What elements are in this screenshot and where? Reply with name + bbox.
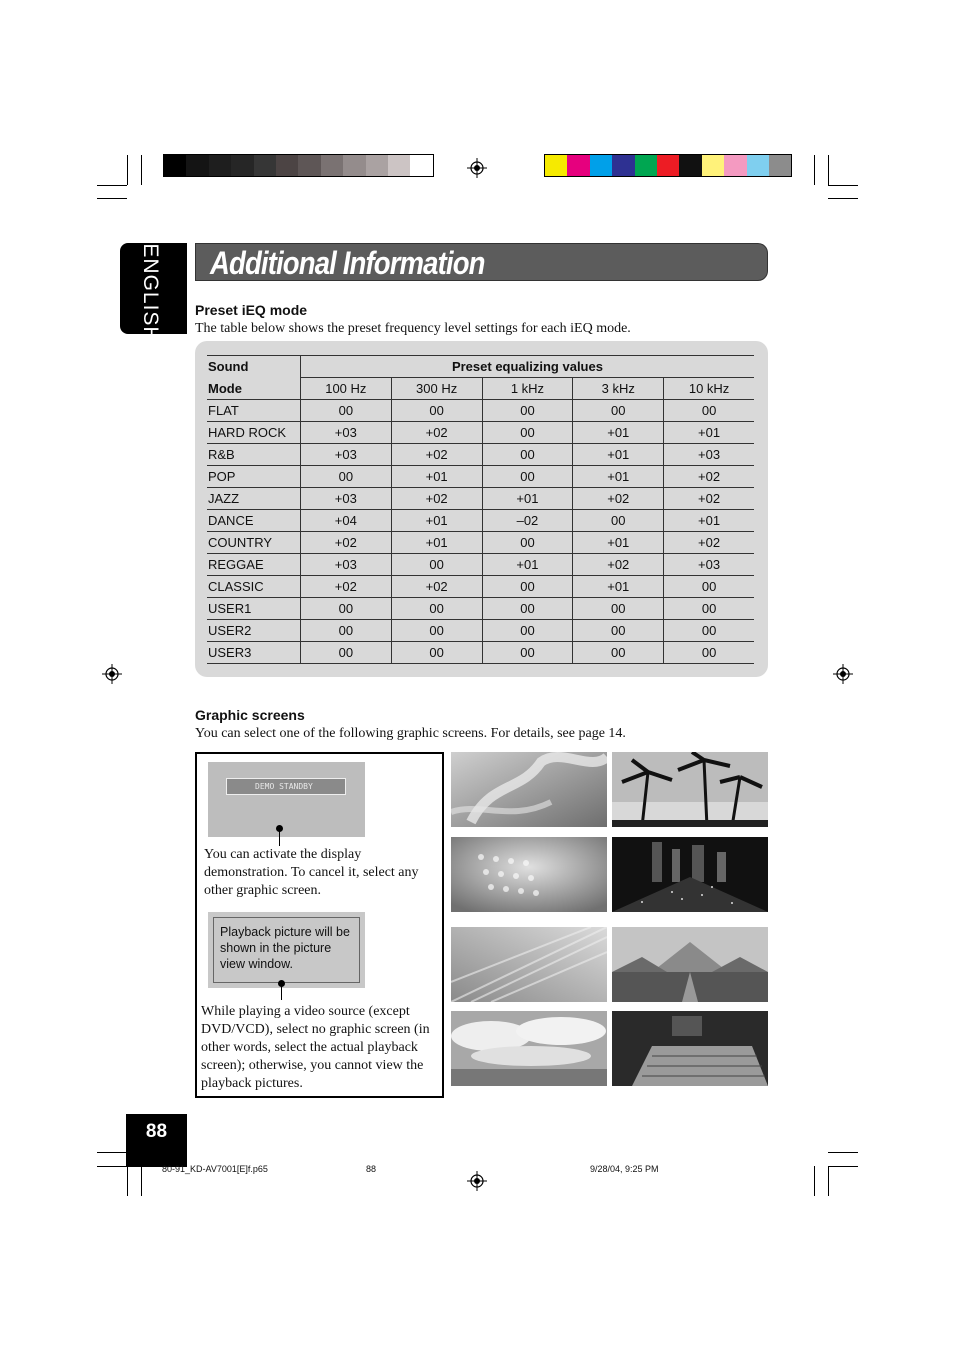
value-cell: 00 bbox=[482, 642, 573, 664]
value-cell: +01 bbox=[482, 554, 573, 576]
value-cell: +01 bbox=[573, 532, 664, 554]
value-cell: 00 bbox=[300, 400, 391, 422]
table-row bbox=[207, 642, 754, 664]
mode-cell: USER1 bbox=[207, 598, 300, 620]
crop-mark bbox=[141, 1166, 142, 1196]
color-swatch bbox=[298, 155, 320, 176]
value-cell: +03 bbox=[664, 554, 754, 576]
value-cell: 00 bbox=[482, 444, 573, 466]
table-row bbox=[207, 510, 754, 532]
graphic-screen-rays bbox=[451, 927, 607, 1002]
crop-mark bbox=[828, 185, 858, 186]
value-cell: +01 bbox=[573, 576, 664, 598]
pointer-line bbox=[279, 830, 280, 846]
column-header-group: Preset equalizing values bbox=[300, 356, 754, 378]
graphic-screen-light-grid bbox=[451, 837, 607, 912]
value-cell: +02 bbox=[391, 422, 482, 444]
process-color-bar bbox=[544, 154, 792, 177]
playback-window-text: Playback picture will be shown in the picture view window. bbox=[213, 917, 360, 983]
color-swatch bbox=[545, 155, 567, 176]
color-swatch bbox=[343, 155, 365, 176]
mode-cell: JAZZ bbox=[207, 488, 300, 510]
title-bar bbox=[195, 243, 768, 281]
language-tab-label: ENGLISH bbox=[139, 243, 162, 343]
crop-mark bbox=[97, 185, 127, 186]
value-cell: +02 bbox=[573, 554, 664, 576]
mode-cell: REGGAE bbox=[207, 554, 300, 576]
footer-file-name: 80-91_KD-AV7001[E]f.p65 bbox=[162, 1164, 268, 1174]
value-cell: 00 bbox=[391, 598, 482, 620]
value-cell: +03 bbox=[300, 554, 391, 576]
color-swatch bbox=[747, 155, 769, 176]
crop-mark bbox=[97, 198, 127, 199]
color-swatch bbox=[186, 155, 208, 176]
color-swatch bbox=[254, 155, 276, 176]
value-cell: +01 bbox=[391, 510, 482, 532]
value-cell: 00 bbox=[664, 598, 754, 620]
crop-mark bbox=[814, 155, 815, 185]
color-swatch bbox=[567, 155, 589, 176]
value-cell: +02 bbox=[573, 488, 664, 510]
registration-mark-icon bbox=[467, 1171, 487, 1191]
value-cell: +02 bbox=[300, 576, 391, 598]
footer-timestamp: 9/28/04, 9:25 PM bbox=[590, 1164, 659, 1174]
freq-header: 10 kHz bbox=[664, 378, 754, 400]
value-cell: 00 bbox=[573, 620, 664, 642]
value-cell: 00 bbox=[300, 466, 391, 488]
graphic-screen-mountain-road bbox=[612, 927, 768, 1002]
crop-mark bbox=[97, 1152, 127, 1153]
value-cell: +03 bbox=[664, 444, 754, 466]
value-cell: +01 bbox=[391, 532, 482, 554]
mode-cell: FLAT bbox=[207, 400, 300, 422]
preset-heading: Preset iEQ mode bbox=[195, 302, 308, 318]
language-tab bbox=[120, 243, 187, 343]
mode-cell: CLASSIC bbox=[207, 576, 300, 598]
value-cell: +02 bbox=[391, 444, 482, 466]
value-cell: +03 bbox=[300, 422, 391, 444]
graphic-heading: Graphic screens bbox=[195, 707, 305, 723]
value-cell: 00 bbox=[482, 532, 573, 554]
freq-header: 100 Hz bbox=[300, 378, 391, 400]
crop-mark bbox=[127, 1166, 128, 1196]
value-cell: 00 bbox=[391, 400, 482, 422]
value-cell: +01 bbox=[664, 510, 754, 532]
color-swatch bbox=[679, 155, 701, 176]
demo-screen-preview bbox=[208, 762, 365, 837]
value-cell: +01 bbox=[573, 422, 664, 444]
value-cell: 00 bbox=[391, 554, 482, 576]
graphic-screen-city-night bbox=[612, 837, 768, 912]
table-row bbox=[207, 620, 754, 642]
crop-mark bbox=[828, 198, 858, 199]
table-row bbox=[207, 466, 754, 488]
table-row bbox=[207, 532, 754, 554]
color-swatch bbox=[590, 155, 612, 176]
value-cell: 00 bbox=[573, 510, 664, 532]
pointer-line bbox=[281, 984, 282, 1000]
freq-header: 1 kHz bbox=[482, 378, 573, 400]
value-cell: +01 bbox=[391, 466, 482, 488]
grayscale-color-bar bbox=[163, 154, 434, 177]
graphic-screen-palm-trees bbox=[612, 752, 768, 827]
table-row bbox=[207, 488, 754, 510]
crop-mark bbox=[828, 1152, 858, 1153]
crop-mark bbox=[828, 1166, 858, 1167]
value-cell: 00 bbox=[664, 400, 754, 422]
graphic-screen-clouds bbox=[451, 1011, 607, 1086]
value-cell: 00 bbox=[664, 642, 754, 664]
mode-cell: USER2 bbox=[207, 620, 300, 642]
color-swatch bbox=[657, 155, 679, 176]
table-header-row bbox=[207, 378, 754, 400]
color-swatch bbox=[209, 155, 231, 176]
table-row bbox=[207, 444, 754, 466]
value-cell: 00 bbox=[391, 620, 482, 642]
value-cell: 00 bbox=[482, 620, 573, 642]
value-cell: +01 bbox=[664, 422, 754, 444]
color-swatch bbox=[769, 155, 791, 176]
crop-mark bbox=[814, 1166, 815, 1196]
color-swatch bbox=[164, 155, 186, 176]
table-row bbox=[207, 598, 754, 620]
preset-intro: The table below shows the preset frequency level settings for each iEQ mode. bbox=[195, 321, 631, 336]
value-cell: +02 bbox=[664, 488, 754, 510]
registration-mark-icon bbox=[467, 158, 487, 178]
color-swatch bbox=[276, 155, 298, 176]
mode-cell: COUNTRY bbox=[207, 532, 300, 554]
crop-mark bbox=[828, 155, 829, 185]
freq-header: 3 kHz bbox=[573, 378, 664, 400]
playback-window bbox=[208, 912, 365, 988]
value-cell: 00 bbox=[482, 598, 573, 620]
graphic-screen-smoke bbox=[451, 752, 607, 827]
color-swatch bbox=[635, 155, 657, 176]
value-cell: 00 bbox=[482, 400, 573, 422]
color-swatch bbox=[724, 155, 746, 176]
value-cell: 00 bbox=[573, 400, 664, 422]
table-header-row bbox=[207, 356, 754, 378]
color-swatch bbox=[410, 155, 432, 176]
value-cell: +03 bbox=[300, 444, 391, 466]
value-cell: +03 bbox=[300, 488, 391, 510]
crop-mark bbox=[97, 1166, 127, 1167]
crop-mark bbox=[127, 155, 128, 185]
color-swatch bbox=[702, 155, 724, 176]
mode-cell: HARD ROCK bbox=[207, 422, 300, 444]
value-cell: 00 bbox=[573, 598, 664, 620]
value-cell: 00 bbox=[300, 598, 391, 620]
color-swatch bbox=[366, 155, 388, 176]
eq-table-panel bbox=[195, 341, 768, 677]
freq-header: 300 Hz bbox=[391, 378, 482, 400]
value-cell: +02 bbox=[391, 576, 482, 598]
graphic-screen-studio-console bbox=[612, 1011, 768, 1086]
eq-table bbox=[207, 355, 754, 664]
graphic-intro: You can select one of the following graphic screens. For details, see page 14. bbox=[195, 726, 626, 741]
mode-cell: POP bbox=[207, 466, 300, 488]
value-cell: 00 bbox=[300, 620, 391, 642]
value-cell: +01 bbox=[573, 444, 664, 466]
value-cell: 00 bbox=[573, 642, 664, 664]
crop-mark bbox=[141, 155, 142, 185]
footer-file-page: 88 bbox=[366, 1164, 377, 1174]
value-cell: 00 bbox=[482, 422, 573, 444]
registration-mark-icon bbox=[833, 664, 853, 684]
playback-caption: While playing a video source (except DVD/VCD), select no graphic screen (in other words, select the actual playback screen); otherwise, you cannot view the playback pictures. bbox=[201, 1004, 430, 1091]
table-row bbox=[207, 400, 754, 422]
value-cell: –02 bbox=[482, 510, 573, 532]
color-swatch bbox=[612, 155, 634, 176]
value-cell: +02 bbox=[664, 532, 754, 554]
value-cell: 00 bbox=[664, 576, 754, 598]
demo-caption: You can activate the display demonstration. To cancel it, select any other graphic screen. bbox=[204, 847, 419, 898]
value-cell: +02 bbox=[391, 488, 482, 510]
table-row bbox=[207, 576, 754, 598]
value-cell: 00 bbox=[664, 620, 754, 642]
column-header-sound: Sound bbox=[207, 356, 300, 378]
color-swatch bbox=[321, 155, 343, 176]
table-row bbox=[207, 554, 754, 576]
value-cell: 00 bbox=[482, 466, 573, 488]
column-header-mode: Mode bbox=[207, 378, 300, 400]
mode-cell: USER3 bbox=[207, 642, 300, 664]
crop-mark bbox=[828, 1166, 829, 1196]
table-row bbox=[207, 422, 754, 444]
value-cell: +01 bbox=[573, 466, 664, 488]
value-cell: 00 bbox=[482, 576, 573, 598]
mode-cell: R&B bbox=[207, 444, 300, 466]
value-cell: +01 bbox=[482, 488, 573, 510]
registration-mark-icon bbox=[102, 664, 122, 684]
color-swatch bbox=[388, 155, 410, 176]
demo-standby-label: DEMO STANDBY bbox=[226, 778, 346, 795]
value-cell: +04 bbox=[300, 510, 391, 532]
mode-cell: DANCE bbox=[207, 510, 300, 532]
color-swatch bbox=[231, 155, 253, 176]
value-cell: 00 bbox=[391, 642, 482, 664]
value-cell: +02 bbox=[664, 466, 754, 488]
value-cell: 00 bbox=[300, 642, 391, 664]
value-cell: +02 bbox=[300, 532, 391, 554]
page-number: 88 bbox=[126, 1114, 187, 1167]
page-title: Additional Information bbox=[210, 245, 485, 281]
